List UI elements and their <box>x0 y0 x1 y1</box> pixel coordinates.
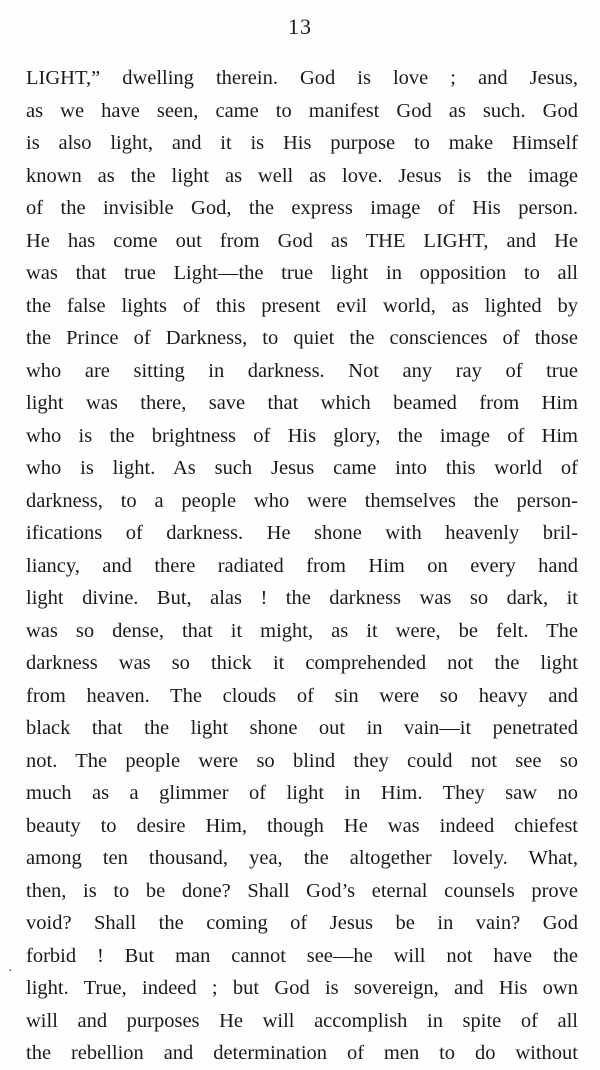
text-line: who is the brightness of His glory, the image of Him <box>26 424 578 447</box>
text-line: darkness was so thick it comprehended not the light <box>26 652 578 674</box>
stray-mark: · <box>8 964 13 979</box>
text-line: was so dense, that it might, as it were, be felt. The <box>26 619 578 642</box>
text-line: black that the light shone out in vain—it penetrated <box>26 717 578 739</box>
text-line: known as the light as well as love. Jesus is the image <box>26 164 578 187</box>
text-line: forbid ! But man cannot see—he will not have the <box>26 944 578 967</box>
text-line: darkness, to a people who were themselves the person- <box>26 489 578 512</box>
text-line: LIGHT,” dwelling therein. God is love ; and Jesus, <box>26 67 578 89</box>
text-line: liancy, and there radiated from Him on every hand <box>26 554 578 577</box>
text-line: void? Shall the coming of Jesus be in vain? God <box>26 912 578 934</box>
text-line: from heaven. The clouds of sin were so heavy and <box>26 684 578 707</box>
text-line: much as a glimmer of light in Him. They saw no <box>26 782 578 804</box>
body-text <box>26 62 578 1070</box>
text-line: light divine. But, alas ! the darkness was so dark, it <box>26 587 578 609</box>
text-line: beauty to desire Him, though He was indeed chiefest <box>26 814 578 837</box>
text-line: light was there, save that which beamed from Him <box>26 392 578 414</box>
text-line: will and purposes He will accomplish in spite of all <box>26 1009 578 1032</box>
text-line: light. True, indeed ; but God is sovereign, and His own <box>26 977 578 999</box>
text-line: the false lights of this present evil world, as lighted by <box>26 294 578 317</box>
text-line: who are sitting in darkness. Not any ray of true <box>26 359 578 382</box>
text-line: among ten thousand, yea, the altogether lovely. What, <box>26 847 578 869</box>
page-number: 13 <box>288 14 312 39</box>
text-line: He has come out from God as THE LIGHT, and He <box>26 229 578 252</box>
text-line: as we have seen, came to manifest God as such. God <box>26 99 578 122</box>
text-line: the Prince of Darkness, to quiet the consciences of those <box>26 327 578 349</box>
text-line: not. The people were so blind they could not see so <box>26 749 578 772</box>
text-line: of the invisible God, the express image of His person. <box>26 197 578 219</box>
text-line: was that true Light—the true light in opposition to all <box>26 262 578 284</box>
text-line: the rebellion and determination of men to do without <box>26 1042 578 1064</box>
text-line: then, is to be done? Shall God’s eternal counsels prove <box>26 879 578 902</box>
text-line: is also light, and it is His purpose to make Himself <box>26 132 578 154</box>
text-line: ifications of darkness. He shone with heavenly bril- <box>26 522 578 544</box>
text-line: who is light. As such Jesus came into this world of <box>26 457 578 479</box>
